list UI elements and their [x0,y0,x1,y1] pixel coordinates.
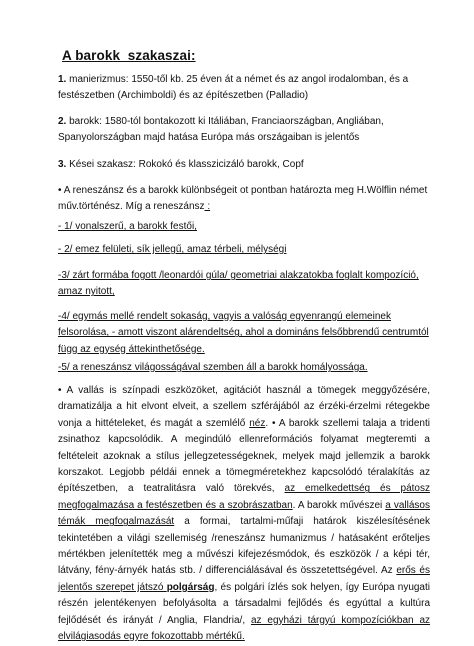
stage-2 [58,114,430,147]
para-segment: • A vallás is színpadi eszközöket, agitációt használ a tömegek meggyőzésére, dramatizálja a hit elvont elveit, a szellem szférájából az érzéki-érzelmi rétegekbe vonja a hittételeket, és magát a szemlélő [58,385,430,429]
stage-3-text: Kései szakasz: Rokokó és klasszicizáló barokk, Copf [66,159,304,170]
stage-2-text: barokk: 1580-tól bontakozott ki Itáliában, Franciaországban, Angliában, Spanyolországban majd hatása Európa más országaiban is jelentős [58,116,384,144]
intro-text: • A reneszánsz és a barokk különbségeit ot pontban határozta meg H.Wölflin német műv.történész. Míg a reneszánsz [58,185,428,213]
stage-1 [58,72,430,105]
stage-1-number: 1. [58,74,67,85]
para-segment-underlined: az egyházi tárgyú kompozíciókban az elvilágiasodás egyre fokozottabb mértékű. [58,614,431,643]
para-segment-underlined: erős és jelentős szerepet játszó [58,565,430,593]
para-segment: . • A barokk szellemi talaja a tridenti zsinathoz kapcsolódik. A megindúló ellenreformációs folyamat megteremti a feltételeit azoknak a stílus jellegzetességeknek, melyek majd jellemzik a barokk korszakot. Legjobb példái ennek a tömegméretekhez kapcsolódó téralakítás az építészetben, a teatralitásra való törekvés, [58,417,430,495]
point-3: -3/ zárt formába fogott /leonardói gúla/ geometriai alakzatokba foglalt kompozíció, amaz nyitott, [58,270,419,298]
para-segment-underlined: az emelkedettség és pátosz megfogalmazása a festészetben és a szobrászatban [58,483,430,511]
intro-paragraph [58,183,430,216]
para-segment-underlined: a vallásos témák megfogalmazását [58,499,430,528]
para-segment: a formai, tartalmi-műfaji határok kiszélesítésének tekintetében a világi szellemiség /reneszánsz humanizmus / hatásaként erőteljes mértékben jelenítették meg a művészi kifejezésmódok, és eszközök / a képi tér, látvány, fény-árnyék hatás stb. / differenciálásával és összetettségével. Az [58,516,430,577]
point-4: -4/ egymás mellé rendelt sokaság, vagyis a valóság egyenrangú elemeinek felsorolása, - amott viszont alárendeltség, ahol a domináns felsőbbrendű centrumtól függ az egység áttekinthetősége. [58,311,429,355]
para-segment: , és polgári ízlés sok helyen, így Európa nyugati részén jelentékenyen befolyásolta a társadalmi fejlődés és egyúttal a kultúra fejlődését és irányát / Anglia, Flandria/, [58,581,430,626]
para-keyword-polgarsag: polgárság [166,581,215,593]
stage-2-number: 2. [58,116,67,127]
intro-colon: : [204,201,211,213]
para-segment-underlined: néz [249,417,266,429]
point-1: - 1/ vonalszerű, a barokk festői, [58,221,197,232]
stage-1-text: manierizmus: 1550-től kb. 25 éven át a német és az angol irodalomban, és a festészetben (Archimboldi) és az építészetben (Palladio) [58,74,409,102]
stage-3 [58,157,430,173]
para-segment: . A barokk művészei [292,499,386,511]
main-paragraph [58,383,430,646]
point-5: -5/ a reneszánsz világosságával szemben áll a barokk homályossága. [58,362,368,373]
point-2: - 2/ emez felületi, sík jellegű, amaz térbeli, mélységi [58,244,287,255]
stage-3-number: 3. [58,159,67,170]
page-title: A barokk szakaszai: [62,48,196,63]
